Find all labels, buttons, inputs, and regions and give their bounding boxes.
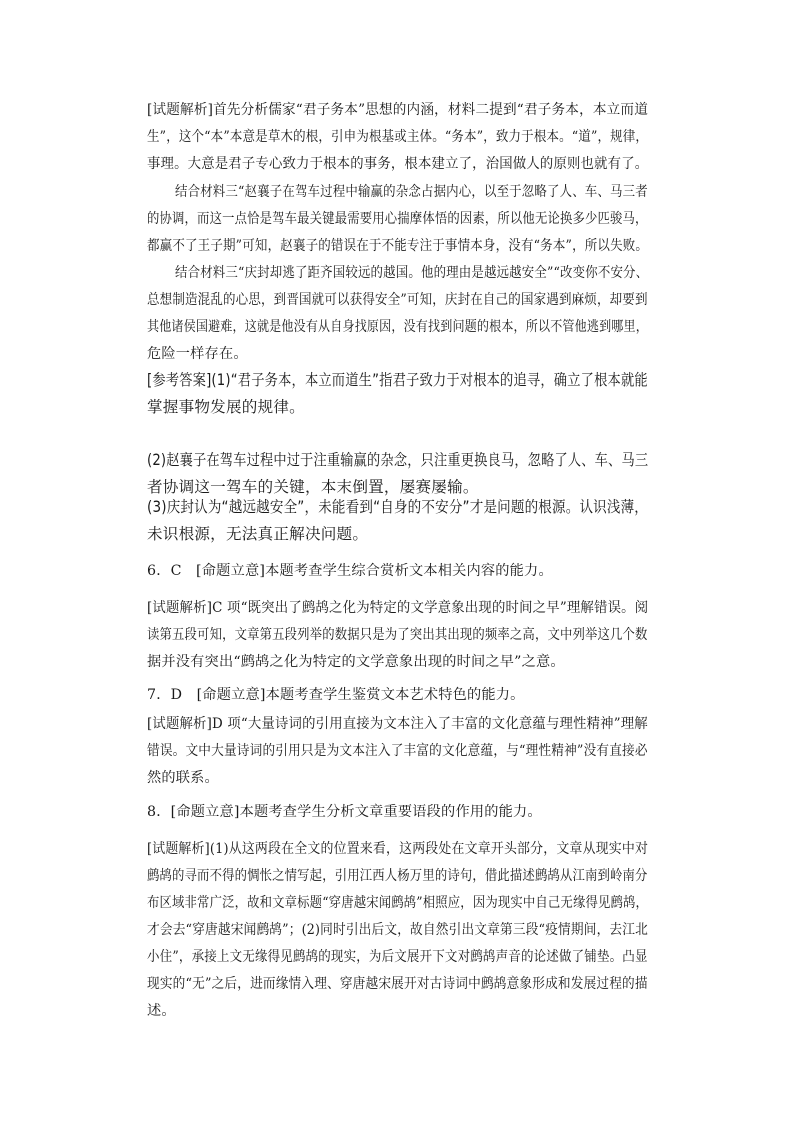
text-line: 结合材料三“庆封却逃了距齐国较远的越国。他的理由是越远越安全”“改变你不安分、	[175, 265, 649, 281]
text-line: 鹧鸪的寻而不得的惆怅之情写起，引用江西人杨万里的诗句，借此描述鹧鸪从江南到岭南分	[147, 868, 648, 884]
text-line: 事理。大意是君子专心致力于根本的事务，根本建立了，治国做人的原则也就有了。	[147, 156, 649, 172]
text-line: 读第五段可知，文章第五段列举的数据只是为了突出其出现的频率之高，文中列举这几个数	[147, 627, 648, 643]
text-line: 述。	[147, 1003, 176, 1019]
text-line: 然的联系。	[147, 770, 219, 786]
text-line: 8．[命题立意]本题考查学生分析文章重要语段的作用的能力。	[147, 804, 542, 820]
text-line: [试题解析]首先分析儒家“君子务本”思想的内涵，材料二提到“君子务本，本立而道	[147, 102, 648, 118]
text-line: 布区域非常广泛，故和文章标题“穿唐越宋闻鹧鸪”相照应，因为现实中自己无缘得见鹧鸪，	[147, 895, 649, 911]
text-line: 总想制造混乱的心思，到晋国就可以获得安全”可知，庆封在自己的国家遇到麻烦，却要到	[147, 292, 648, 308]
text-line: 危险一样存在。	[147, 346, 248, 362]
text-line: 生”，这个“本”本意是草木的根，引申为根基或主体。“务本”，致力于根本。“道”，规律，	[147, 129, 649, 145]
text-line: 都赢不了王子期”可知，赵襄子的错误在于不能专注于事情本身，没有“务本”，所以失败。	[147, 238, 649, 254]
text-line: [试题解析](1)从这两段在全文的位置来看，这两段处在文章开头部分，文章从现实中对	[147, 841, 649, 857]
text-line: 小住”，承接上文无缘得见鹧鸪的现实，为后文展开下文对鹧鸪声音的论述做了铺垫。凸显	[147, 949, 648, 965]
text-line: [试题解析]D 项“大量诗词的引用直接为文本注入了丰富的文化意蕴与理性精神”理解	[147, 716, 648, 732]
text-line: 者协调这一驾车的关键，本末倒置，屡赛屡输。	[147, 478, 479, 496]
text-line: [参考答案](1)“君子务本，本立而道生”指君子致力于对根本的追寻，确立了根本就能	[147, 371, 648, 389]
text-line: 错误。文中大量诗词的引用只是为文本注入了丰富的文化意蕴，与“理性精神”没有直接必	[147, 743, 648, 759]
text-line: [试题解析]C 项“既突出了鹧鸪之化为特定的文学意象出现的时间之早”理解错误。阅	[147, 600, 649, 616]
text-line: 未识根源，无法真正解决问题。	[147, 525, 369, 543]
text-line: 掌握事物发展的规律。	[147, 398, 305, 416]
text-line: 结合材料三“赵襄子在驾车过程中输赢的杂念占据内心，以至于忽略了人、车、马三者	[175, 184, 648, 200]
text-line: 6．C [命题立意]本题考查学生综合赏析文本相关内容的能力。	[147, 563, 553, 579]
text-line: (2)赵襄子在驾车过程中过于注重输赢的杂念，只注重更换良马，忽略了人、车、马三	[147, 451, 649, 469]
text-line: 的协调，而这一点恰是驾车最关键最需要用心揣摩体悟的因素，所以他无论换多少匹骏马，	[147, 211, 648, 227]
text-line: (3)庆封认为“越远越安全”，未能看到“自身的不安分”才是问题的根源。认识浅薄，	[147, 498, 649, 516]
text-line: 才会去“穿唐越宋闻鹧鸪”；(2)同时引出后文，故自然引出文章第三段“疫情期间，去江北	[147, 922, 648, 938]
text-line: 据并没有突出“鹧鸪之化为特定的文学意象出现的时间之早”之意。	[147, 654, 565, 670]
text-line: 其他诸侯国避难，这就是他没有从自身找原因，没有找到问题的根本，所以不管他逃到哪里，	[147, 319, 648, 335]
text-line: 7．D [命题立意]本题考查学生鉴赏文本艺术特色的能力。	[147, 687, 525, 703]
text-line: 现实的“无”之后，进而缘情入理、穿唐越宋展开对古诗词中鹧鸪意象形成和发展过程的描	[147, 976, 648, 992]
